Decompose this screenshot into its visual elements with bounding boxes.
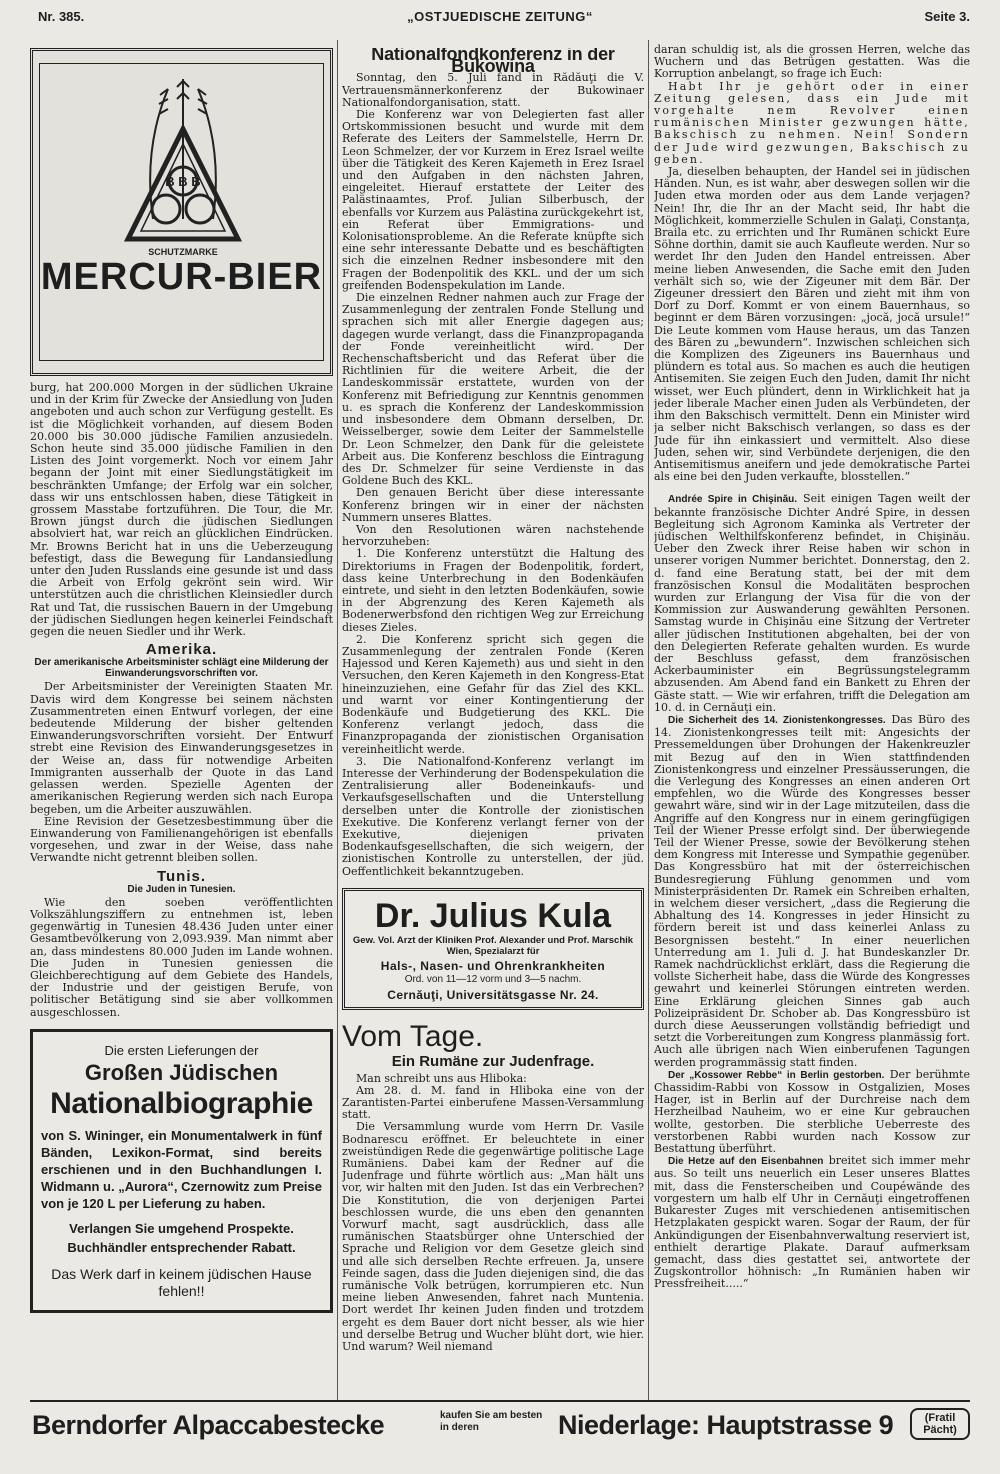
column-right (654, 44, 970, 1398)
ad-brand: Berndorfer Alpaccabestecke (32, 1410, 385, 1440)
article-paragraph: 1. Die Konferenz unterstützt die Haltung des Direktoriums in Fragen der Bodenpolitik, fordert, dass keine Unterbrechung in den Bodenkäufen eintrete, und sieht in den letzten Bodenkäufen, sowie in der Abgrenzung des Keren Kajemeth als Bodenerwerbsfond den richtigen Weg zur Erreichung dieses Zieles. (342, 547, 644, 634)
section-title-tunis: Tunis. (156, 867, 207, 885)
article-headline: Die Juden in Tunesien. (127, 883, 236, 895)
article-paragraph: Den genauen Bericht über diese interessante Konferenz bringen wir in einer der nächsten Nummern unseres Blattes. (342, 486, 644, 524)
article-paragraph: Habt Ihr je gehört oder in einer Zeitung gelesen, dass ein Jude mit vorgehalte nem Revolver einen rumänischen Minister gezwungen hätte, Bakschisch zu nehmen. Nein! Sondern der Jude wird gezwungen, Bakschisch zu geben. (654, 79, 970, 166)
mercur-bier-wordmark: MERCUR-BIER (40, 256, 323, 298)
column-rule (648, 40, 649, 1402)
ad-headline: Dr. Julius Kula (374, 896, 612, 935)
article-paragraph: Die Versammlung wurde vom Herrn Dr. Vasile Bodnarescu eröffnet. Er beleuchtete in einer zweistündigen Rede die gegenwärtige politische Lage Rumäniens. Dabei kam der Redner auf die Judenfrage und führte wörtlich aus: „Man hält uns vor, wir halten mit den Juden. Ist das ein Verbrechen? Die Konstitution, die von derjenigen Partei beschlossen wurde, die uns eben den genannten Vorwurf macht, sagt ausdrücklich, dass alle rumänischen Staatsbürger ohne Unterschied der Sprache und Religion vor dem Gesetze gleich sind und alle sich derselben Rechte erfreuen. Ja, unsere Feinde sagen, dass die Juden diejenigen sind, die das rumänische Volk betrügen, korrumpieren etc. Nun meine lieben Anwesenden, fahret nach Muntenia. Dort werdet Ihr keinen Juden finden und trotzdem ergeht es dem Bauer dort nicht besser, als wie hier und derselbe Betrug und Wucher blüht dort, wie hier. Und warum? Weil niemand (342, 1120, 644, 1354)
article-paragraph: Ja, dieselben behaupten, der Handel sei in jüdischen Händen. Nun, es ist wahr, aber deswegen sollen wir die Juden etwa morden oder aus dem Lande verjagen? Nein! Ihr, die Ihr an der Macht seid, Ihr habt die Möglichkeit, kommerzielle Schulen in Galaţi, Constanţa, Braila etc. zu errichten und Ihr Rumänen schickt Eure Söhne dorthin, damit sie auch Kaufleute werden. Nur so werdet Ihr den Juden den Handel entreissen. Aber meine lieben Anwesenden, die Sache emit den Juden verhält sich so, wie der Zigeuner mit dem Bär. Der Zigeuner dressiert den Bären und zieht mit ihm von Dorf zu Dorf. Kommt er von einem Bauernhaus, so beginnt er dem Bären vorzusingen: „jocă, jocă ursule!“ Die Leute kommen vom Hause heraus, um das Tanzen des Bären zu „bewundern“. Inzwischen schleichen sich die Komplizen des Zigeuners ins Bauernhaus und plündern es total aus. So machen es auch die heutigen Antisemiten. Sie zeigen Euch den Juden, damit Ihr nicht wisset, wer Euch plündert, denn in Wirklichkeit hat ja jeder liberale Macher einen Juden als Verbündeten, der ihm den Bakschisch vermittelt. Denn ein Minister wird ja selber nicht Bakschisch verlangen, so dass es der Jude für ihn einkassiert und vermittelt. Also diese Juden, sehen wir, sind Verbündete derjenigen, die den Antisemitismus aneifern und jede demokratische Partei als eine bei den Juden verkaufte, blosstellen.“ (654, 165, 970, 484)
article-paragraph: Am 28. d. M. fand in Hliboka eine von der Zarantisten-Partei einberufene Massen-Versammlung statt. (342, 1083, 644, 1122)
ad-body: von S. Wininger, ein Monumentalwerk in fünf Bänden, Lexikon-Format, sind bereits erschienen und in den Buchhandlungen I. Widmann u. „Aurora“, Czernowitz zum Preise von je 120 L per Lieferung zu haben. (41, 1127, 322, 1211)
dr-kula-ad (342, 888, 644, 1011)
news-text: breitet sich immer mehr aus. So teilt uns neuerlich ein Leser unseres Blattes mit, dass die Fensterscheiben und Coupéwände des vorgestern um halb elf Uhr in Cernăuţi eingetroffenen Bukarester Zuges mit verschiedenen antisemitischen Hetzplakaten gespickt waren. Sogar der Raum, der für Ankündigungen der Eisenbahnverwaltung reserviert ist, enthielt derartige Plakate. Darauf aufmerksam gemacht, dass dies gestattet sei, antwortete der Zugskontrollor höhnisch: „In Rumänien haben wir Pressfreiheit.....“ (654, 1154, 970, 1291)
article-title: Nationalfondkonferenz in der Bukowina (371, 48, 615, 77)
bottom-advertisement (30, 1400, 970, 1448)
section-title-amerika: Amerika. (145, 641, 218, 659)
ad-small-text: kaufen Sie am besten in deren (440, 1410, 543, 1433)
news-headline: Andrée Spire in Chişinău. (668, 494, 798, 506)
beer-logo-icon (113, 69, 253, 269)
ad-line: Das Werk darf in keinem jüdischen Hause fehlen!! (51, 1265, 312, 1299)
ad-badge: (Fratil Pächt) (910, 1408, 970, 1440)
article-paragraph: Der Arbeitsminister der Vereinigten Staaten Mr. Davis wird dem Kongresse bei seinem nächsten Zusammentreten einen Entwurf vorlegen, der eine bedeutende Milderung der bisher geltenden Einwanderungsvorschriften vorsieht. Der Entwurf strebt eine Revision des Einwanderungsgesetzes in der Weise an, dass für notwendige Arbeiten Immigranten ausserhalb der Quote in das Land gelassen werden. Spezielle Agenten der amerikanischen Regierung werden sich nach Europa begeben, um die Arbeiter auszuwählen. (30, 680, 333, 816)
section-title-vom-tage: Vom Tage. (342, 1020, 484, 1054)
article-paragraph: Eine Revision der Gesetzesbestimmung über die Einwanderung von Familienangehörigen ist ebenfalls vorgesehen, und zwar in der Weise, dass nahe Verwandte nicht getrennt bleiben sollen. (30, 814, 333, 865)
news-text: Das Büro des 14. Zionistenkongresses teilt mit: Angesichts der Pressemeldungen über Drohungen der Hakenkreuzler mit Bezug auf den in Wien stattfindenden Zionistenkongress und einzelner Pressäusserungen, die die Verlegung des Kongresses an einen anderen Ort empfehlen, wo die Würde des Kongresses besser gewahrt wäre, sind wir in der Lage mitzuteilen, dass die Angriffe auf den Kongress nur in einem geringfügigen Teil der Wiener Presse erfolgt sind. Der überwiegende Teil der Wiener Presse, sowie der Bevölkerung stehen dem Kongress mit Interesse und Sympathie gegenüber. Das Kongressbüro hat mit der österreichischen Bundesregierung Fühlung genommen und vom Ministerpräsidenten Dr. Ramek ein Schreiben erhalten, in welchem dieser versichert, „dass die Regierung die Abhaltung des 14. Kongresses in jeder Hinsicht zu fördern bereit ist und dass keinerlei Anlass zu Besorgnissen besteht.“ In einer neuerlichen Unterredung am 1. Juli d. J. hat Bundeskanzler Dr. Ramek nachdrücklichst erklärt, dass die Regierung die vollste Sicherheit habe, dass die Würde des Kongresses gewahrt und keinerlei Störungen eintreten werden. Eine Erklärung gleichen Sinnes gab auch Polizeipräsident Dr. Schober ab. Das Kongressbüro ist durch diese Aeusserungen vollständig befriedigt und setzt die Vorbereitungen zum Kongress planmässig fort. Auch alle übrigen nach Wien einberufenen Tagungen werden programmässig statt finden. (654, 712, 970, 1069)
nationalbiographie-ad (30, 1029, 333, 1313)
ad-line: Ord. von 11—12 vorm und 3—5 nachm. (404, 974, 582, 986)
column-middle (342, 48, 644, 1398)
ad-line: Die ersten Lieferungen der (104, 1042, 259, 1058)
mercur-bier-ad (30, 48, 333, 376)
news-headline: Die Hetze auf den Eisenbahnen (668, 1156, 824, 1168)
ad-line: Gew. Vol. Arzt der Kliniken Prof. Alexander und Prof. Marschik Wien, Spezialarzt für (352, 934, 634, 957)
ad-line: Buchhändler entsprechender Rabatt. (67, 1239, 296, 1255)
column-rule (337, 40, 338, 1402)
newspaper-title: „OSTJUEDISCHE ZEITUNG“ (407, 9, 593, 24)
article-paragraph: Von den Resolutionen wären nachstehende hervorzuheben: (342, 522, 644, 549)
article-headline: Der amerikanische Arbeitsminister schlägt eine Milderung der Einwanderungsvorschriften vor. (34, 657, 329, 680)
issue-number: Nr. 385. (38, 9, 85, 24)
news-text: Der berühmte Chassidim-Rabbi von Kossow in Ostgalizien, Moses Hager, ist in Berlin auf der Durchreise nach dem Herzheilbad Nauheim, wo er eine Kur gebrauchen wollte, gestorben. Die sterbliche Ueberreste des verstorbenen Rabbi wurden nach Kossow zur Bestattung überführt. (654, 1067, 970, 1156)
article-paragraph: 3. Die Nationalfond-Konferenz verlangt im Interesse der Verhinderung der Bodenspekulation die Zentralisierung aller Bodeneinkaufs- und Verkaufsgesellschaften und die Unterstellung derselben unter die Kontrolle der zionistischen Exekutive. Die Konferenz verlangt ferner von der Exekutive, diejenigen privaten Bodenkaufsgesellschaften, die sich weigern, der zionistischen Kontrolle zu unterstellen, der jüd. Oeffentlichkeit bekanntzugeben. (342, 754, 644, 878)
article-paragraph: Wie den soeben veröffentlichten Volkszählungsziffern zu entnehmen ist, leben gegenwärtig in Tunesien 48.436 Juden unter einer Gesamtbevölkerung von 2,093.939. Man nimmt aber an, dass mindestens 80.000 Juden im Lande wohnen. Die Juden in Tunesien geniessen die Gleichberechtigung auf dem Gebiete des Handels, der Industrie und der geistigen Berufe, von politischer Betätigung sind sie aber vollkommen ausgeschlossen. (30, 895, 333, 1019)
logo-letters: B B B (165, 174, 201, 189)
article-paragraph: 2. Die Konferenz spricht sich gegen die Zusammenlegung der zentralen Fonde (Keren Hajessod und Keren Kajemeth) aus und sieht in den Versuchen, den Keren Kajemeth in den Kongress-Etat hineinzuziehen, eine Gefahr für das Ziel des KKL. und warnt vor einer Kontingentierung der Bodenkäufe und Budgetierung des KKL. Die Konferenz verlangt jedoch, dass die Finanzpropaganda der zionistischen Organisation vereinheitlicht werde. (342, 632, 644, 756)
ad-line: Verlangen Sie umgehend Prospekte. (69, 1220, 294, 1236)
ad-line: Cernăuţi, Universitätsgasse Nr. 24. (387, 988, 599, 1003)
schutzmarke-label: SCHUTZMARKE (148, 247, 218, 257)
article-paragraph: daran schuldig ist, als die grossen Herren, welche das Wuchern und das Betrügen gestatten. Was die Korruption anbelangt, so frage ich Euch: (654, 44, 970, 81)
page-number: Seite 3. (924, 9, 970, 24)
ad-line: Hals-, Nasen- und Ohrenkrankheiten (380, 958, 606, 973)
article-paragraph: Die Konferenz war von Delegierten fast aller Ortskommissionen besucht und wurde mit dem Referate des Leiters der Sammelstelle, Herrn Dr. Leon Schmelzer, der vor Kurzem in Erez Israel weilte über die Tätigkeit des Keren Kajemeth in Erez Israel und den Aufgaben in den nächsten Jahren, eingeleitet. Hierauf erstattete der Leiter des Palästinaamtes, Prof. Julian Silberbusch, der ebenfalls vor Kurzem aus Palästina zurückgekehrt ist, ein Referat über Emmigrations- und Kolonisationsprobleme. An die Referate knüpfte sich eine sehr interessante Debatte und es beschäftigten sich die einzelnen Redner insbesondere mit den Fragen der Bodenpolitik des KKL. und der um sich greifenden Bodenspekulation im Lande. (342, 108, 644, 292)
article-paragraph: burg, hat 200.000 Morgen in der südlichen Ukraine und in der Krim für Zwecke der Ansiedlung von Juden angeboten und auch schon zur Verfügung gestellt. Es ist die Möglichkeit vorhanden, auf diesem Boden 20.000 bis 30.000 jüdische Familien anzusiedeln. Schon heute sind 35.000 jüdische Familien in den Listen des Joint vorgemerkt. Noch vor einem Jahr begann der Joint mit einer Siedlungstätigkeit im beschränkten Umfange; der Erfolg war ein solcher, dass wir uns entschlossen haben, diese Tätigkeit in grossem Masstabe fortzuführen. Die Tour, die Mr. Brown jüngst durch die jüdischen Siedlungen absolviert hat, war reich an glücklichen Eindrücken. Mr. Browns Bericht hat in uns die Ueberzeugung befestigt, dass die Bewegung für Landansiedlung unter den Juden Russlands eine gesunde ist und dass die Arbeit von Erfolg gekrönt sein wird. Wir unterstützen auch die christlichen Kleinsiedler durch Rat und Tat, die russischen Bauern in der Umgebung der jüdischen Siedlungen hegen keinerlei Feindschaft gegen die neuen Siedler und ihr Werk. (30, 381, 333, 639)
ad-line: Großen Jüdischen (84, 1059, 279, 1085)
ad-address: Niederlage: Hauptstrasse 9 (558, 1410, 894, 1440)
ad-headline: Nationalbiographie (50, 1086, 313, 1120)
article-headline: Ein Rumäne zur Judenfrage. (391, 1053, 595, 1071)
article-paragraph: Die einzelnen Redner nahmen auch zur Frage der Zusammenlegung der zentralen Fonde Stellung und sprachen sich mit aller Energie dagegen aus; dagegen wurde verlangt, dass die Finanzpropaganda der Fonde vereinheitlicht wird. Der Rechenschaftsbericht und das Referat über die Richtlinien für die weitere Arbeit, die der Landeskommissär erstattete, wurden von der Konferenz mit Befriedigung zur Kenntnis genommen u. es sprach die Konferenz der Landeskommission und insbesondere dem Obmann derselben, Dr. Weisselberger, sowie dem Leiter der Sammelstelle Dr. Leon Schmelzer, den Dank für die geleistete Arbeit aus. Die Konferenz beschloss die Eintragung des Dr. Schmelzer für seine Verdienste in das Goldene Buch des KKL. (342, 291, 644, 488)
article-paragraph: Man schreibt uns aus Hliboka: (356, 1071, 527, 1085)
news-headline: Der „Kossower Rebbe“ in Berlin gestorben. (668, 1069, 885, 1081)
article-paragraph: Sonntag, den 5. Juli fand in Rădăuţi die V. Vertrauensmännerkonferenz der Bukowinaer Nationalfondorganisation, statt. (342, 71, 644, 109)
column-left (30, 48, 333, 1398)
news-headline: Die Sicherheit des 14. Zionistenkongresses. (668, 714, 886, 726)
news-text: Seit einigen Tagen weilt der bekannte französische Dichter André Spire, in dessen Begleitung sich Agronom Kaminka als Vertreter der jüdischen Welthilfskonferenz befindet, in Chişinău. Ueber den Zweck ihrer Reise haben wir schon in unserer vorigen Nummer berichtet. Donnerstag, den 2. d. fand eine Beratung statt, bei der mit dem französischen Konsul die Modalitäten besprochen wurden zur Erlangung der Visa für die von der Kommission zur Auswanderung gewählten Personen. Samstag wurde in Chişinău eine Sitzung der Vertreter aller jüdischen Institutionen abgehalten, bei der von den Delegierten Referate gehalten wurden. Es wurde der Beschluss gefasst, dem französischen Ackerbauminister ein Begrüssungstelegramm abzusenden. Am Abend fand ein Bankett zu Ehren der Gäste statt. — Wie wir erfahren, trifft die Delegation am 10. d. in Cernăuţi ein. (654, 492, 970, 714)
page-header (30, 6, 970, 26)
